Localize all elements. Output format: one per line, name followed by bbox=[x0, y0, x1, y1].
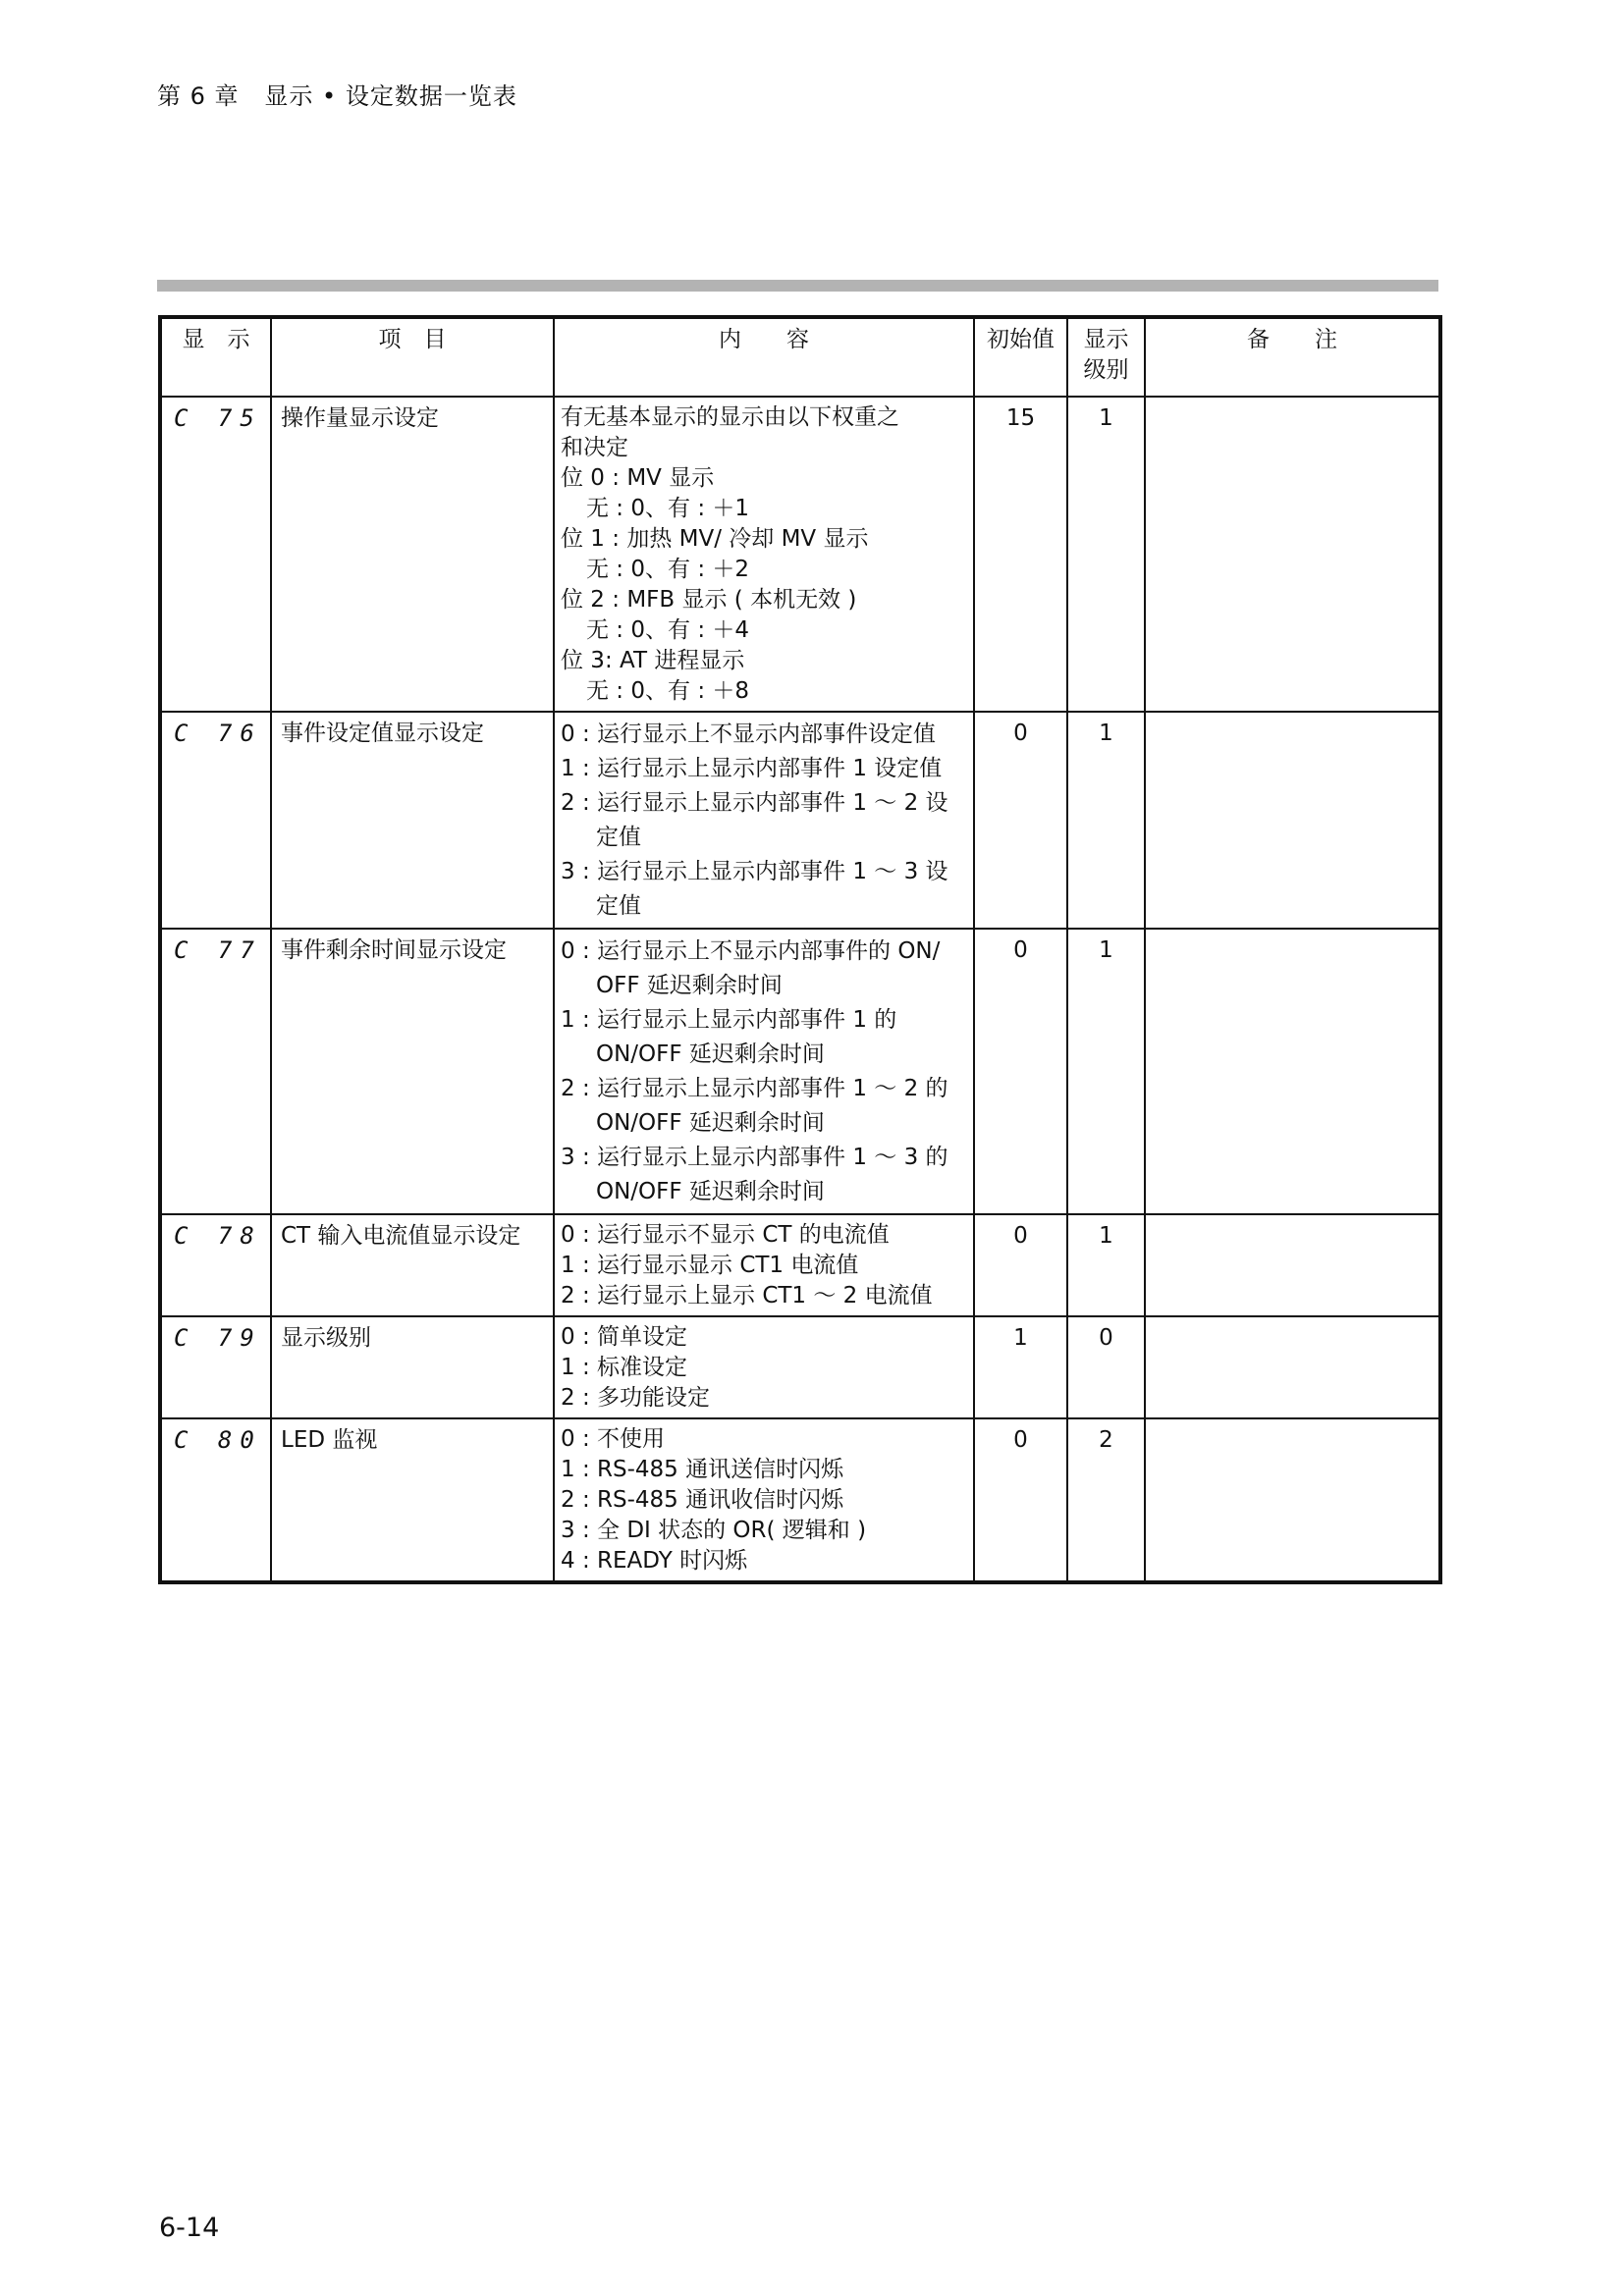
note-cell bbox=[1145, 712, 1440, 929]
display-level-cell: 0 bbox=[1067, 1316, 1145, 1418]
col-header-content: 内 容 bbox=[554, 317, 974, 397]
content-line: 2 : 运行显示上显示 CT1 ～ 2 电流值 bbox=[561, 1283, 933, 1308]
content-line: 无 : 0、有 : ＋4 bbox=[586, 617, 750, 643]
display-code: C 77 bbox=[174, 936, 262, 964]
note-cell bbox=[1145, 397, 1440, 712]
content-line: 1 : 运行显示上显示内部事件 1 的 ON/OFF 延迟剩余时间 bbox=[561, 1007, 897, 1067]
content-cell bbox=[554, 712, 974, 929]
content-line: 无 : 0、有 : ＋2 bbox=[586, 557, 750, 582]
content-line: 0 : 不使用 bbox=[561, 1426, 666, 1452]
display-level-cell: 1 bbox=[1067, 397, 1145, 712]
display-code-cell bbox=[160, 1418, 271, 1582]
content-line: 3 : 运行显示上显示内部事件 1 ～ 3 设定值 bbox=[561, 859, 948, 919]
initial-value-cell: 15 bbox=[974, 397, 1067, 712]
item-cell: CT 输入电流值显示设定 bbox=[271, 1214, 554, 1316]
item-cell: 事件设定值显示设定 bbox=[271, 712, 554, 929]
display-code-cell bbox=[160, 1316, 271, 1418]
content-line: 0 : 运行显示上不显示内部事件设定值 bbox=[561, 721, 937, 747]
content-cell bbox=[554, 929, 974, 1214]
content-line: 2 : 多功能设定 bbox=[561, 1385, 711, 1411]
content-line: 4 : READY 时闪烁 bbox=[561, 1548, 748, 1574]
parameter-table bbox=[158, 315, 1442, 1584]
display-level-cell: 2 bbox=[1067, 1418, 1145, 1582]
content-line: 1 : 运行显示上显示内部事件 1 设定值 bbox=[561, 756, 943, 781]
display-level-cell: 1 bbox=[1067, 929, 1145, 1214]
initial-value-cell: 0 bbox=[974, 1418, 1067, 1582]
col-header-level-line2: 级别 bbox=[1083, 357, 1129, 383]
display-code-cell bbox=[160, 1214, 271, 1316]
content-line: 无 : 0、有 : ＋8 bbox=[586, 678, 750, 704]
content-line: 3 : 全 DI 状态的 OR( 逻辑和 ) bbox=[561, 1518, 867, 1543]
content-line: 0 : 简单设定 bbox=[561, 1324, 688, 1350]
content-line: 有无基本显示的显示由以下权重之 bbox=[561, 404, 899, 430]
item-cell: LED 监视 bbox=[271, 1418, 554, 1582]
display-level-cell: 1 bbox=[1067, 1214, 1145, 1316]
content-line: 2 : RS-485 通讯收信时闪烁 bbox=[561, 1487, 844, 1513]
item-cell: 操作量显示设定 bbox=[271, 397, 554, 712]
col-header-initial: 初始值 bbox=[974, 317, 1067, 397]
display-code-cell bbox=[160, 397, 271, 712]
content-line: 无 : 0、有 : ＋1 bbox=[586, 496, 750, 521]
content-line: 位 3: AT 进程显示 bbox=[561, 648, 745, 673]
display-code: C 79 bbox=[174, 1324, 262, 1352]
content-line: 2 : 运行显示上显示内部事件 1 ～ 2 设定值 bbox=[561, 790, 948, 850]
table-header-row bbox=[160, 317, 1440, 397]
display-code: C 78 bbox=[174, 1222, 262, 1250]
initial-value-cell: 1 bbox=[974, 1316, 1067, 1418]
table-row bbox=[160, 1316, 1440, 1418]
note-cell bbox=[1145, 1214, 1440, 1316]
chapter-header: 第 6 章 显示 • 设定数据一览表 bbox=[157, 82, 517, 110]
table-row bbox=[160, 1214, 1440, 1316]
note-cell bbox=[1145, 1418, 1440, 1582]
initial-value-cell: 0 bbox=[974, 1214, 1067, 1316]
content-line: 0 : 运行显示上不显示内部事件的 ON/ OFF 延迟剩余时间 bbox=[561, 938, 941, 998]
table-row bbox=[160, 712, 1440, 929]
display-code: C 76 bbox=[174, 720, 262, 747]
content-cell bbox=[554, 1418, 974, 1582]
content-line: 位 2 : MFB 显示 ( 本机无效 ) bbox=[561, 587, 857, 613]
col-header-display: 显 示 bbox=[160, 317, 271, 397]
item-cell: 显示级别 bbox=[271, 1316, 554, 1418]
col-header-note: 备 注 bbox=[1145, 317, 1440, 397]
content-line: 1 : RS-485 通讯送信时闪烁 bbox=[561, 1457, 844, 1482]
item-cell: 事件剩余时间显示设定 bbox=[271, 929, 554, 1214]
initial-value-cell: 0 bbox=[974, 929, 1067, 1214]
col-header-level bbox=[1067, 317, 1145, 397]
content-cell bbox=[554, 1316, 974, 1418]
display-code: C 75 bbox=[174, 404, 262, 432]
content-cell bbox=[554, 397, 974, 712]
initial-value-cell: 0 bbox=[974, 712, 1067, 929]
table-row bbox=[160, 1418, 1440, 1582]
note-cell bbox=[1145, 1316, 1440, 1418]
display-code-cell bbox=[160, 929, 271, 1214]
table-row bbox=[160, 397, 1440, 712]
content-line: 0 : 运行显示不显示 CT 的电流值 bbox=[561, 1222, 890, 1248]
content-cell bbox=[554, 1214, 974, 1316]
content-line: 和决定 bbox=[561, 435, 628, 460]
col-header-level-line1: 显示 bbox=[1083, 327, 1129, 352]
content-line: 3 : 运行显示上显示内部事件 1 ～ 3 的 ON/OFF 延迟剩余时间 bbox=[561, 1145, 948, 1204]
page-number: 6-14 bbox=[159, 2213, 220, 2243]
content-line: 1 : 运行显示显示 CT1 电流值 bbox=[561, 1253, 859, 1278]
content-line: 2 : 运行显示上显示内部事件 1 ～ 2 的 ON/OFF 延迟剩余时间 bbox=[561, 1076, 948, 1136]
table-row bbox=[160, 929, 1440, 1214]
content-line: 位 1 : 加热 MV/ 冷却 MV 显示 bbox=[561, 526, 869, 552]
content-line: 1 : 标准设定 bbox=[561, 1355, 688, 1380]
section-rule bbox=[157, 280, 1438, 292]
display-code: C 80 bbox=[174, 1426, 262, 1454]
display-code-cell bbox=[160, 712, 271, 929]
col-header-item: 项 目 bbox=[271, 317, 554, 397]
note-cell bbox=[1145, 929, 1440, 1214]
display-level-cell: 1 bbox=[1067, 712, 1145, 929]
content-line: 位 0 : MV 显示 bbox=[561, 465, 715, 491]
